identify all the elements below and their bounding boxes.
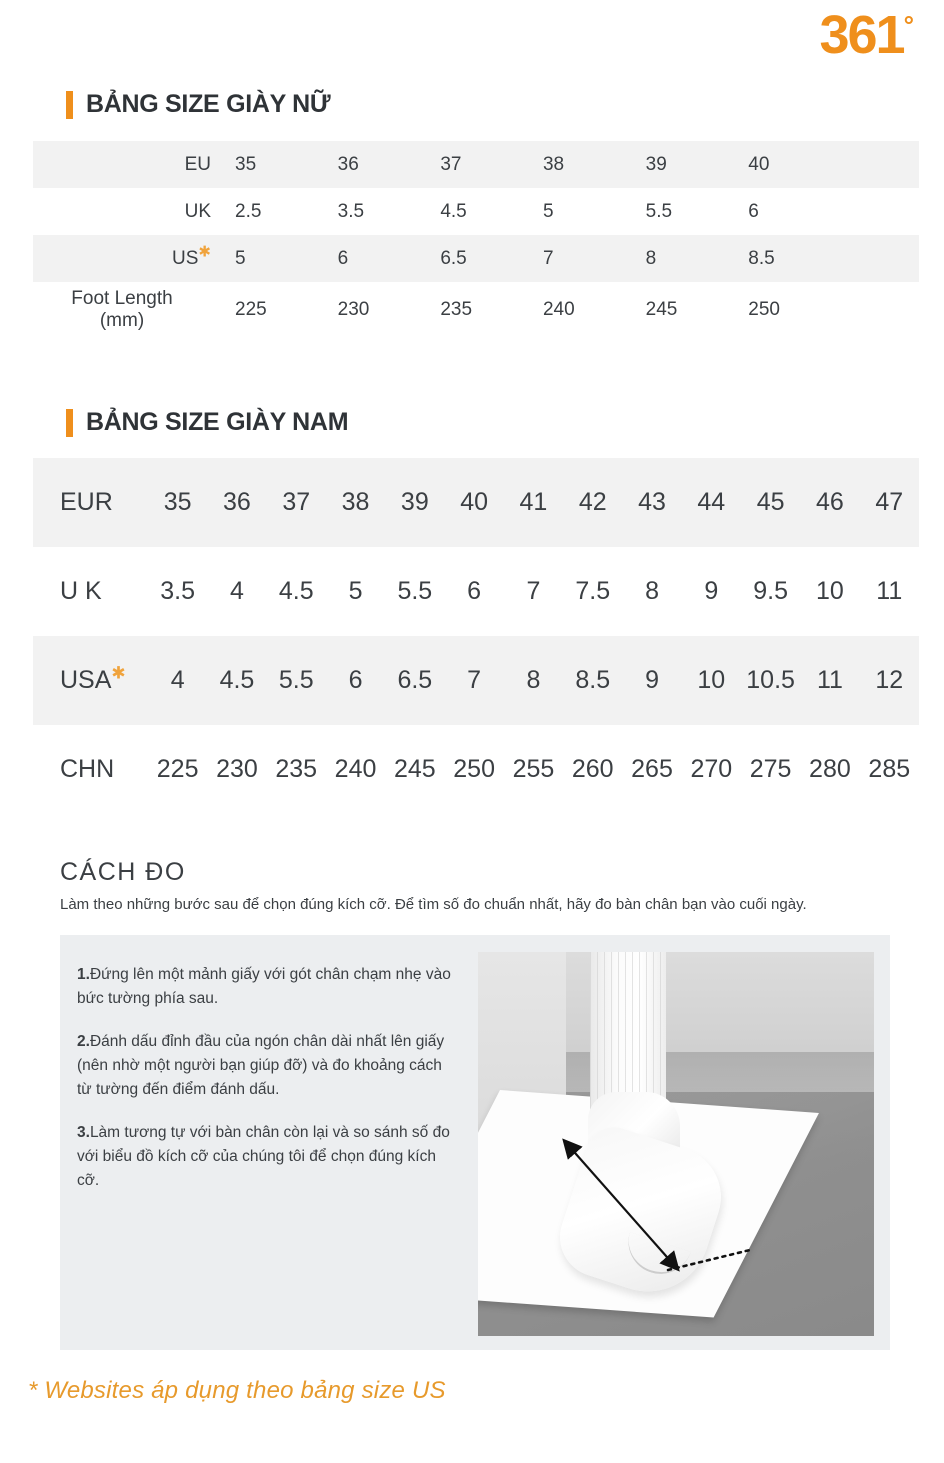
measure-steps-list (60, 935, 460, 1212)
table-cell: 270 (690, 755, 733, 783)
brand-logo-text: 361 (819, 5, 904, 65)
table-cell: 7 (542, 247, 554, 269)
table-cell: 11 (816, 666, 843, 694)
measurement-arrow-icon (478, 952, 874, 1336)
table-cell: 8 (645, 577, 659, 605)
women-size-table (33, 141, 919, 338)
row-label-text: USA (60, 666, 112, 694)
table-cell: 240 (334, 755, 377, 783)
table-cell: 38 (542, 153, 565, 175)
table-cell: 280 (809, 755, 851, 783)
table-cell: 230 (216, 755, 258, 783)
table-cell: 11 (876, 577, 903, 605)
table-cell: 8 (645, 247, 657, 269)
table-cell: 265 (631, 755, 673, 783)
table-cell: 6 (337, 247, 349, 269)
table-cell: 10 (816, 577, 844, 605)
table-cell: 7 (526, 577, 541, 605)
table-cell: 35 (163, 488, 192, 516)
table-cell: 225 (156, 755, 199, 783)
table-cell: 9.5 (753, 577, 788, 605)
table-cell: 44 (697, 488, 726, 516)
table-cell: 230 (337, 299, 370, 320)
row-label (33, 636, 148, 725)
table-cell: 5 (542, 200, 554, 222)
table-cell: 39 (645, 153, 667, 175)
table-cell: 37 (282, 488, 311, 516)
table-cell: 2.5 (235, 200, 262, 222)
row-label: CHN (60, 755, 115, 783)
row-label (33, 282, 229, 338)
table-cell: 6 (348, 666, 363, 694)
table-cell: 4.5 (278, 577, 314, 605)
list-item (77, 1121, 460, 1193)
row-label-text: US (172, 247, 199, 269)
step-number: 1. (77, 966, 90, 983)
table-cell: 40 (748, 153, 770, 175)
table-row (33, 636, 919, 725)
table-cell: 38 (341, 488, 370, 516)
table-cell: 3.5 (160, 577, 196, 605)
table-cell: 46 (816, 488, 844, 516)
table-cell: 43 (638, 488, 666, 516)
table-cell: 8 (526, 666, 541, 694)
foot-measurement-photo (478, 952, 874, 1336)
table-cell: 5.5 (397, 577, 433, 605)
table-cell-spacer (845, 188, 919, 235)
table-row (33, 458, 919, 547)
women-section-title-label: BẢNG SIZE GIÀY NỮ (86, 90, 331, 118)
table-cell: 260 (571, 755, 614, 783)
table-cell: 250 (453, 755, 495, 783)
step-text: Đánh dấu đỉnh đầu của ngón chân dài nhất lên giấy (nên nhờ một người bạn giúp đỡ) và đo khoảng cách từ tường đến điểm đánh dấu. (77, 1033, 445, 1099)
table-row (33, 282, 919, 338)
table-row (33, 547, 919, 636)
howto-intro: Làm theo những bước sau để chọn đúng kích cỡ. Để tìm số đo chuẩn nhất, hãy đo bàn chân bạn vào cuối ngày. (60, 896, 807, 913)
table-cell: 8.5 (748, 247, 775, 269)
table-cell: 285 (868, 755, 911, 783)
table-cell: 10 (697, 666, 726, 694)
table-cell: 47 (875, 488, 904, 516)
row-label-text: Foot Length (71, 288, 173, 310)
table-cell: 240 (542, 299, 575, 320)
row-label: U K (60, 577, 102, 605)
table-row (33, 141, 919, 188)
accent-bar-icon (66, 409, 73, 437)
table-cell: 36 (337, 153, 359, 175)
table-cell: 275 (749, 755, 792, 783)
table-cell: 42 (578, 488, 607, 516)
table-cell-spacer (845, 282, 919, 338)
table-cell: 12 (875, 666, 904, 694)
table-cell: 5 (348, 577, 363, 605)
accent-bar-icon (66, 91, 73, 119)
row-label (33, 235, 229, 282)
step-text: Đứng lên một mảnh giấy với gót chân chạm nhẹ vào bức tường phía sau. (77, 966, 451, 1008)
step-number: 2. (77, 1033, 90, 1051)
table-cell: 45 (756, 488, 785, 516)
table-cell: 4.5 (219, 666, 255, 694)
table-row (33, 725, 919, 814)
table-row (33, 235, 919, 282)
step-number: 3. (77, 1124, 90, 1142)
row-label: EU (184, 153, 211, 175)
howto-title: CÁCH ĐO (60, 858, 186, 886)
table-cell: 37 (440, 153, 462, 175)
table-cell: 41 (519, 488, 548, 516)
table-row (33, 188, 919, 235)
table-cell: 35 (235, 153, 257, 175)
table-cell: 4.5 (440, 200, 467, 222)
row-label: EUR (60, 488, 113, 516)
table-cell-spacer (845, 235, 919, 282)
table-cell: 250 (748, 299, 780, 320)
table-cell: 5.5 (645, 200, 673, 222)
table-cell: 235 (440, 299, 473, 320)
table-cell: 6.5 (440, 247, 467, 269)
brand-logo-degree-icon: ° (903, 10, 914, 40)
row-label-unit: (mm) (99, 310, 145, 331)
table-cell: 36 (223, 488, 251, 516)
step-text: Làm tương tự với bàn chân còn lại và so sánh số đo với biểu đồ kích cỡ của chúng tôi để chọn đúng kích cỡ. (77, 1124, 450, 1190)
table-cell: 255 (512, 755, 555, 783)
row-label: UK (184, 200, 211, 222)
table-cell: 225 (235, 299, 267, 320)
men-section-title (66, 408, 348, 437)
table-cell: 8.5 (575, 666, 611, 694)
table-cell: 40 (460, 488, 489, 516)
table-cell: 245 (393, 755, 436, 783)
table-cell: 245 (645, 299, 678, 320)
table-cell: 7 (467, 666, 482, 694)
table-cell: 6 (748, 200, 759, 222)
asterisk-icon: ✱ (111, 663, 126, 683)
list-item (77, 1030, 460, 1102)
table-cell: 3.5 (337, 200, 365, 222)
table-cell: 5.5 (278, 666, 314, 694)
table-cell: 10.5 (746, 666, 795, 694)
table-cell: 39 (400, 488, 429, 516)
table-cell: 7.5 (575, 577, 611, 605)
table-cell-spacer (845, 141, 919, 188)
footnote-text: * Websites áp dụng theo bảng size US (28, 1377, 446, 1404)
table-cell: 6 (467, 577, 482, 605)
asterisk-icon: ✱ (198, 243, 211, 261)
table-cell: 4 (170, 666, 185, 694)
table-cell: 9 (645, 666, 659, 694)
brand-logo (819, 5, 914, 65)
howto-heading-block (60, 858, 920, 915)
table-cell: 5 (235, 247, 246, 269)
table-cell: 4 (229, 577, 244, 605)
list-item (77, 963, 460, 1011)
men-section-title-label: BẢNG SIZE GIÀY NAM (86, 408, 349, 436)
table-cell: 235 (275, 755, 318, 783)
table-cell: 6.5 (397, 666, 433, 694)
table-cell: 9 (704, 577, 719, 605)
men-size-table (33, 458, 919, 814)
women-section-title (66, 90, 330, 119)
